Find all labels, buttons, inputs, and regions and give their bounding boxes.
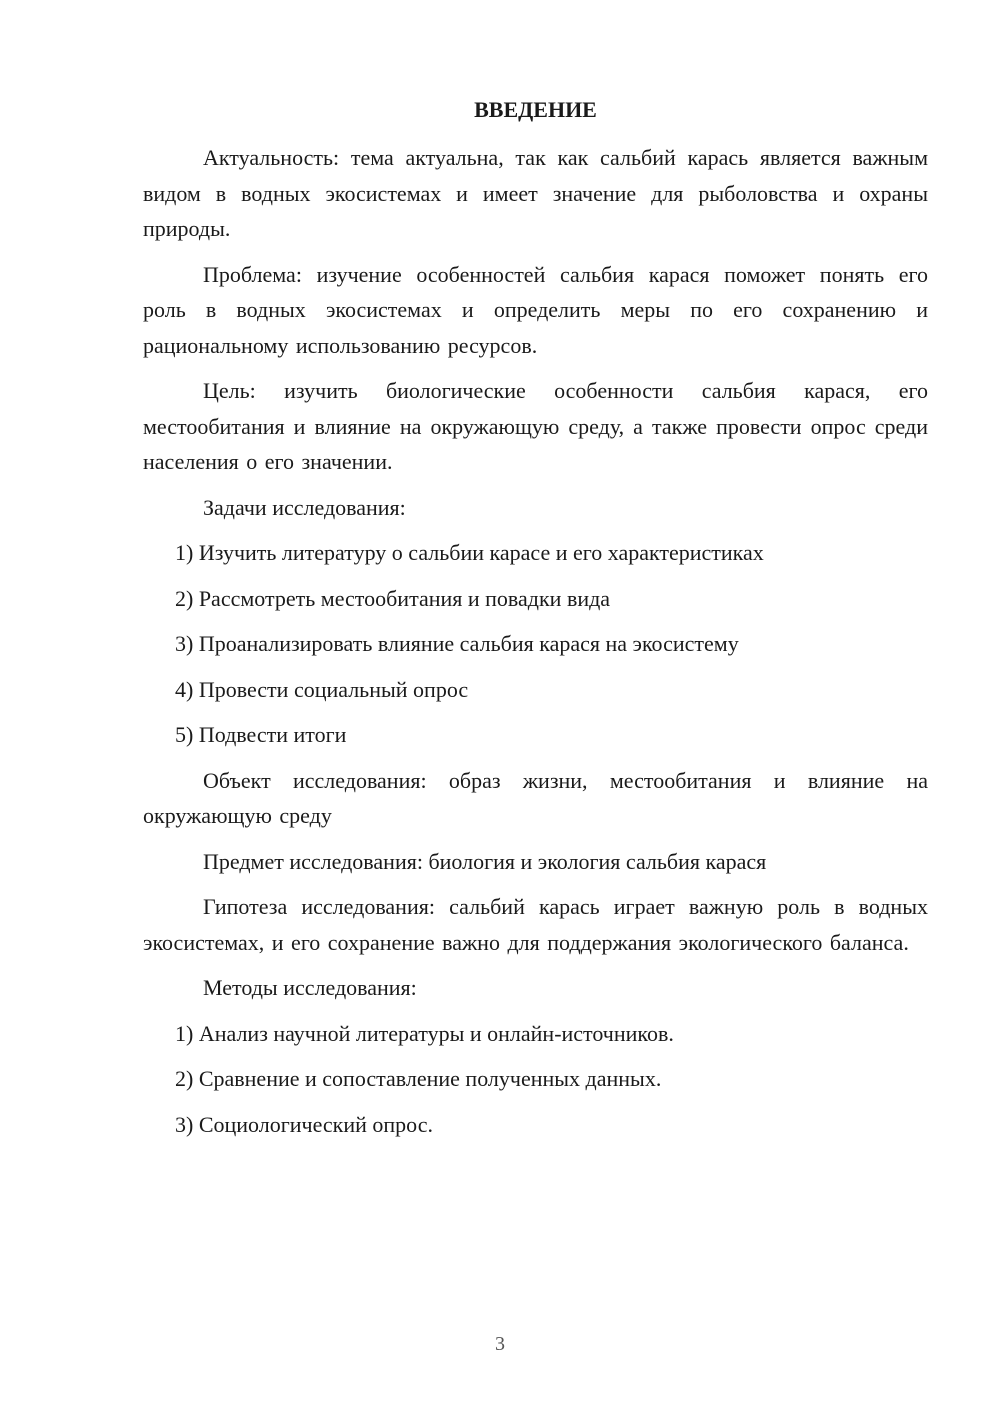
task-item: 2) Рассмотреть местообитания и повадки вида [175, 585, 611, 611]
method-item: 2) Сравнение и сопоставление полученных данных. [175, 1066, 662, 1091]
paragraph-object: Объект исследования: образ жизни, местообитания и влияние на окружающую среду [143, 767, 928, 828]
paragraph-goal: Цель: изучить биологические особенности сальбия карася, его местообитания и влияние на окружающую среду, а также провести опрос среди населения о его значении. [143, 378, 928, 474]
section-title: ВВЕДЕНИЕ [474, 97, 597, 122]
tasks-list [143, 535, 928, 753]
task-item: 1) Изучить литературу о сальбии карасе и его характеристиках [175, 540, 764, 565]
page-number: 3 [495, 1333, 505, 1355]
paragraph-subject: Предмет исследования: биология и экология сальбия карася [203, 848, 767, 874]
methods-list [143, 1016, 928, 1143]
paragraph-relevance: Актуальность: тема актуальна, так как сальбий карась является важным видом в водных экосистемах и имеет значение для рыболовства и охраны природы. [143, 145, 928, 241]
method-item: 1) Анализ научной литературы и онлайн-источников. [175, 1020, 674, 1046]
task-item: 5) Подвести итоги [175, 722, 347, 747]
paragraph-problem: Проблема: изучение особенностей сальбия карася поможет понять его роль в водных экосистемах и определить меры по его сохранению и рациональному использованию ресурсов. [143, 261, 928, 358]
paragraph-hypothesis: Гипотеза исследования: сальбий карась играет важную роль в водных экосистемах, и его сохранение важно для поддержания экологического баланса. [143, 894, 928, 955]
document-page [143, 92, 928, 1152]
tasks-heading: Задачи исследования: [203, 494, 406, 520]
methods-heading: Методы исследования: [203, 975, 417, 1000]
task-item: 3) Проанализировать влияние сальбия карася на экосистему [175, 631, 739, 656]
method-item: 3) Социологический опрос. [175, 1111, 433, 1137]
task-item: 4) Провести социальный опрос [175, 676, 469, 702]
